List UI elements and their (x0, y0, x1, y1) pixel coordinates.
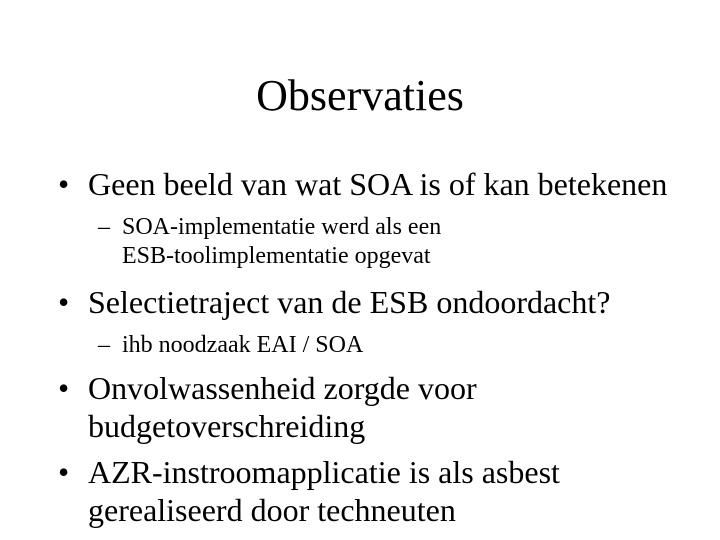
bullet-marker: • (58, 166, 70, 202)
bullet-item (58, 369, 698, 445)
bullet-item (58, 165, 698, 203)
bullet-text: Selectietraject van de ESB ondoordacht? (88, 284, 611, 320)
sub-bullet-marker: – (98, 332, 110, 358)
bullet-marker: • (58, 454, 70, 490)
slide-title: Observaties (256, 71, 464, 120)
sub-bullet-item (98, 213, 698, 271)
bullet-marker: • (58, 370, 70, 406)
bullet-text: Geen beeld van wat SOA is of kan betekenen (88, 166, 668, 202)
sub-bullet-text: SOA-implementatie werd als een ESB-toolimplementatie opgevat (122, 214, 442, 269)
bullet-marker: • (58, 284, 70, 320)
sub-bullet-text: ihb noodzaak EAI / SOA (122, 332, 364, 358)
sub-bullet-item (98, 331, 698, 360)
bullet-text: Onvolwassenheid zorgde voor budgetoverschreiding (88, 370, 477, 444)
bullet-text: AZR-instroomapplicatie is als asbest gerealiseerd door techneuten (88, 454, 560, 528)
bullet-item (58, 453, 698, 529)
bullet-item (58, 283, 698, 321)
sub-bullet-marker: – (98, 214, 110, 240)
